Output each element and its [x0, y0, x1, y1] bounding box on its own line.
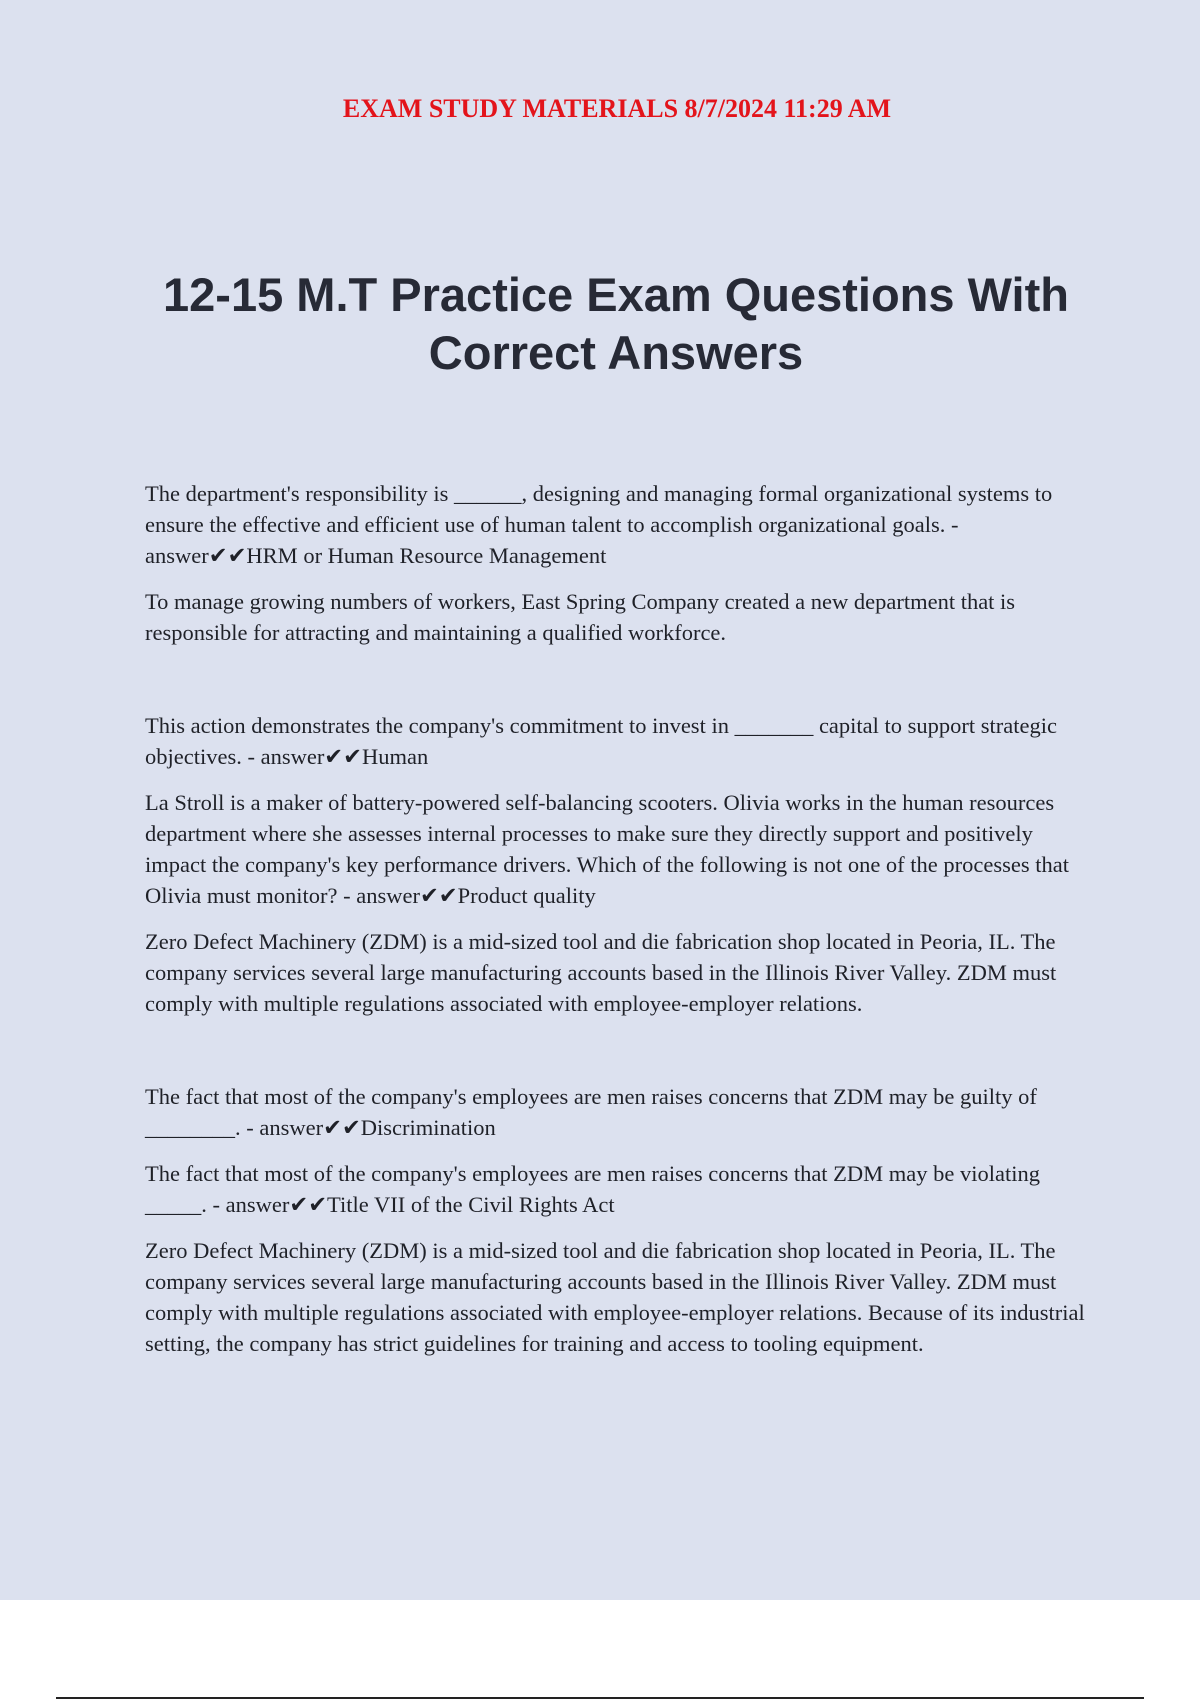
question-paragraph: The department's responsibility is ______, designing and managing formal organizational systems to ensure the effective and efficient use of human talent to accomplish organizational goals. - answer✔✔HRM or Human Resource Management [145, 481, 1053, 568]
context-paragraph: Zero Defect Machinery (ZDM) is a mid-sized tool and die fabrication shop located in Peoria, IL. The company services several large manufacturing accounts based in the Illinois River Valley. ZDM must comply with multiple regulations associated with employee-employer relations. Because of its industrial setting, the company has strict guidelines for training and access to tooling equipment. [145, 1238, 1085, 1356]
question-paragraph: The fact that most of the company's employees are men raises concerns that ZDM may be violating _____. - answer✔✔Title VII of the Civil Rights Act [145, 1161, 1041, 1217]
context-paragraph: Zero Defect Machinery (ZDM) is a mid-sized tool and die fabrication shop located in Peoria, IL. The company services several large manufacturing accounts based in the Illinois River Valley. ZDM must comply with multiple regulations associated with employee-employer relations. [145, 929, 1057, 1016]
header-stamp: EXAM STUDY MATERIALS 8/7/2024 11:29 AM [342, 94, 892, 123]
question-paragraph: The fact that most of the company's employees are men raises concerns that ZDM may be guilty of ________. - answer✔✔Discrimination [145, 1084, 1037, 1140]
document-title: 12-15 M.T Practice Exam Questions With Correct Answers [163, 268, 1069, 379]
document-body [145, 478, 1090, 1374]
context-paragraph: To manage growing numbers of workers, East Spring Company created a new department that is responsible for attracting and maintaining a qualified workforce. [145, 589, 1016, 645]
question-paragraph: This action demonstrates the company's commitment to invest in _______ capital to support strategic objectives. - answer✔✔Human [145, 713, 1057, 769]
footer-divider [56, 1697, 1144, 1699]
question-paragraph: La Stroll is a maker of battery-powered self-balancing scooters. Olivia works in the human resources department where she assesses internal processes to make sure they directly support and positively impact the company's key performance drivers. Which of the following is not one of the processes that Olivia must monitor? - answer✔✔Product quality [145, 790, 1069, 908]
